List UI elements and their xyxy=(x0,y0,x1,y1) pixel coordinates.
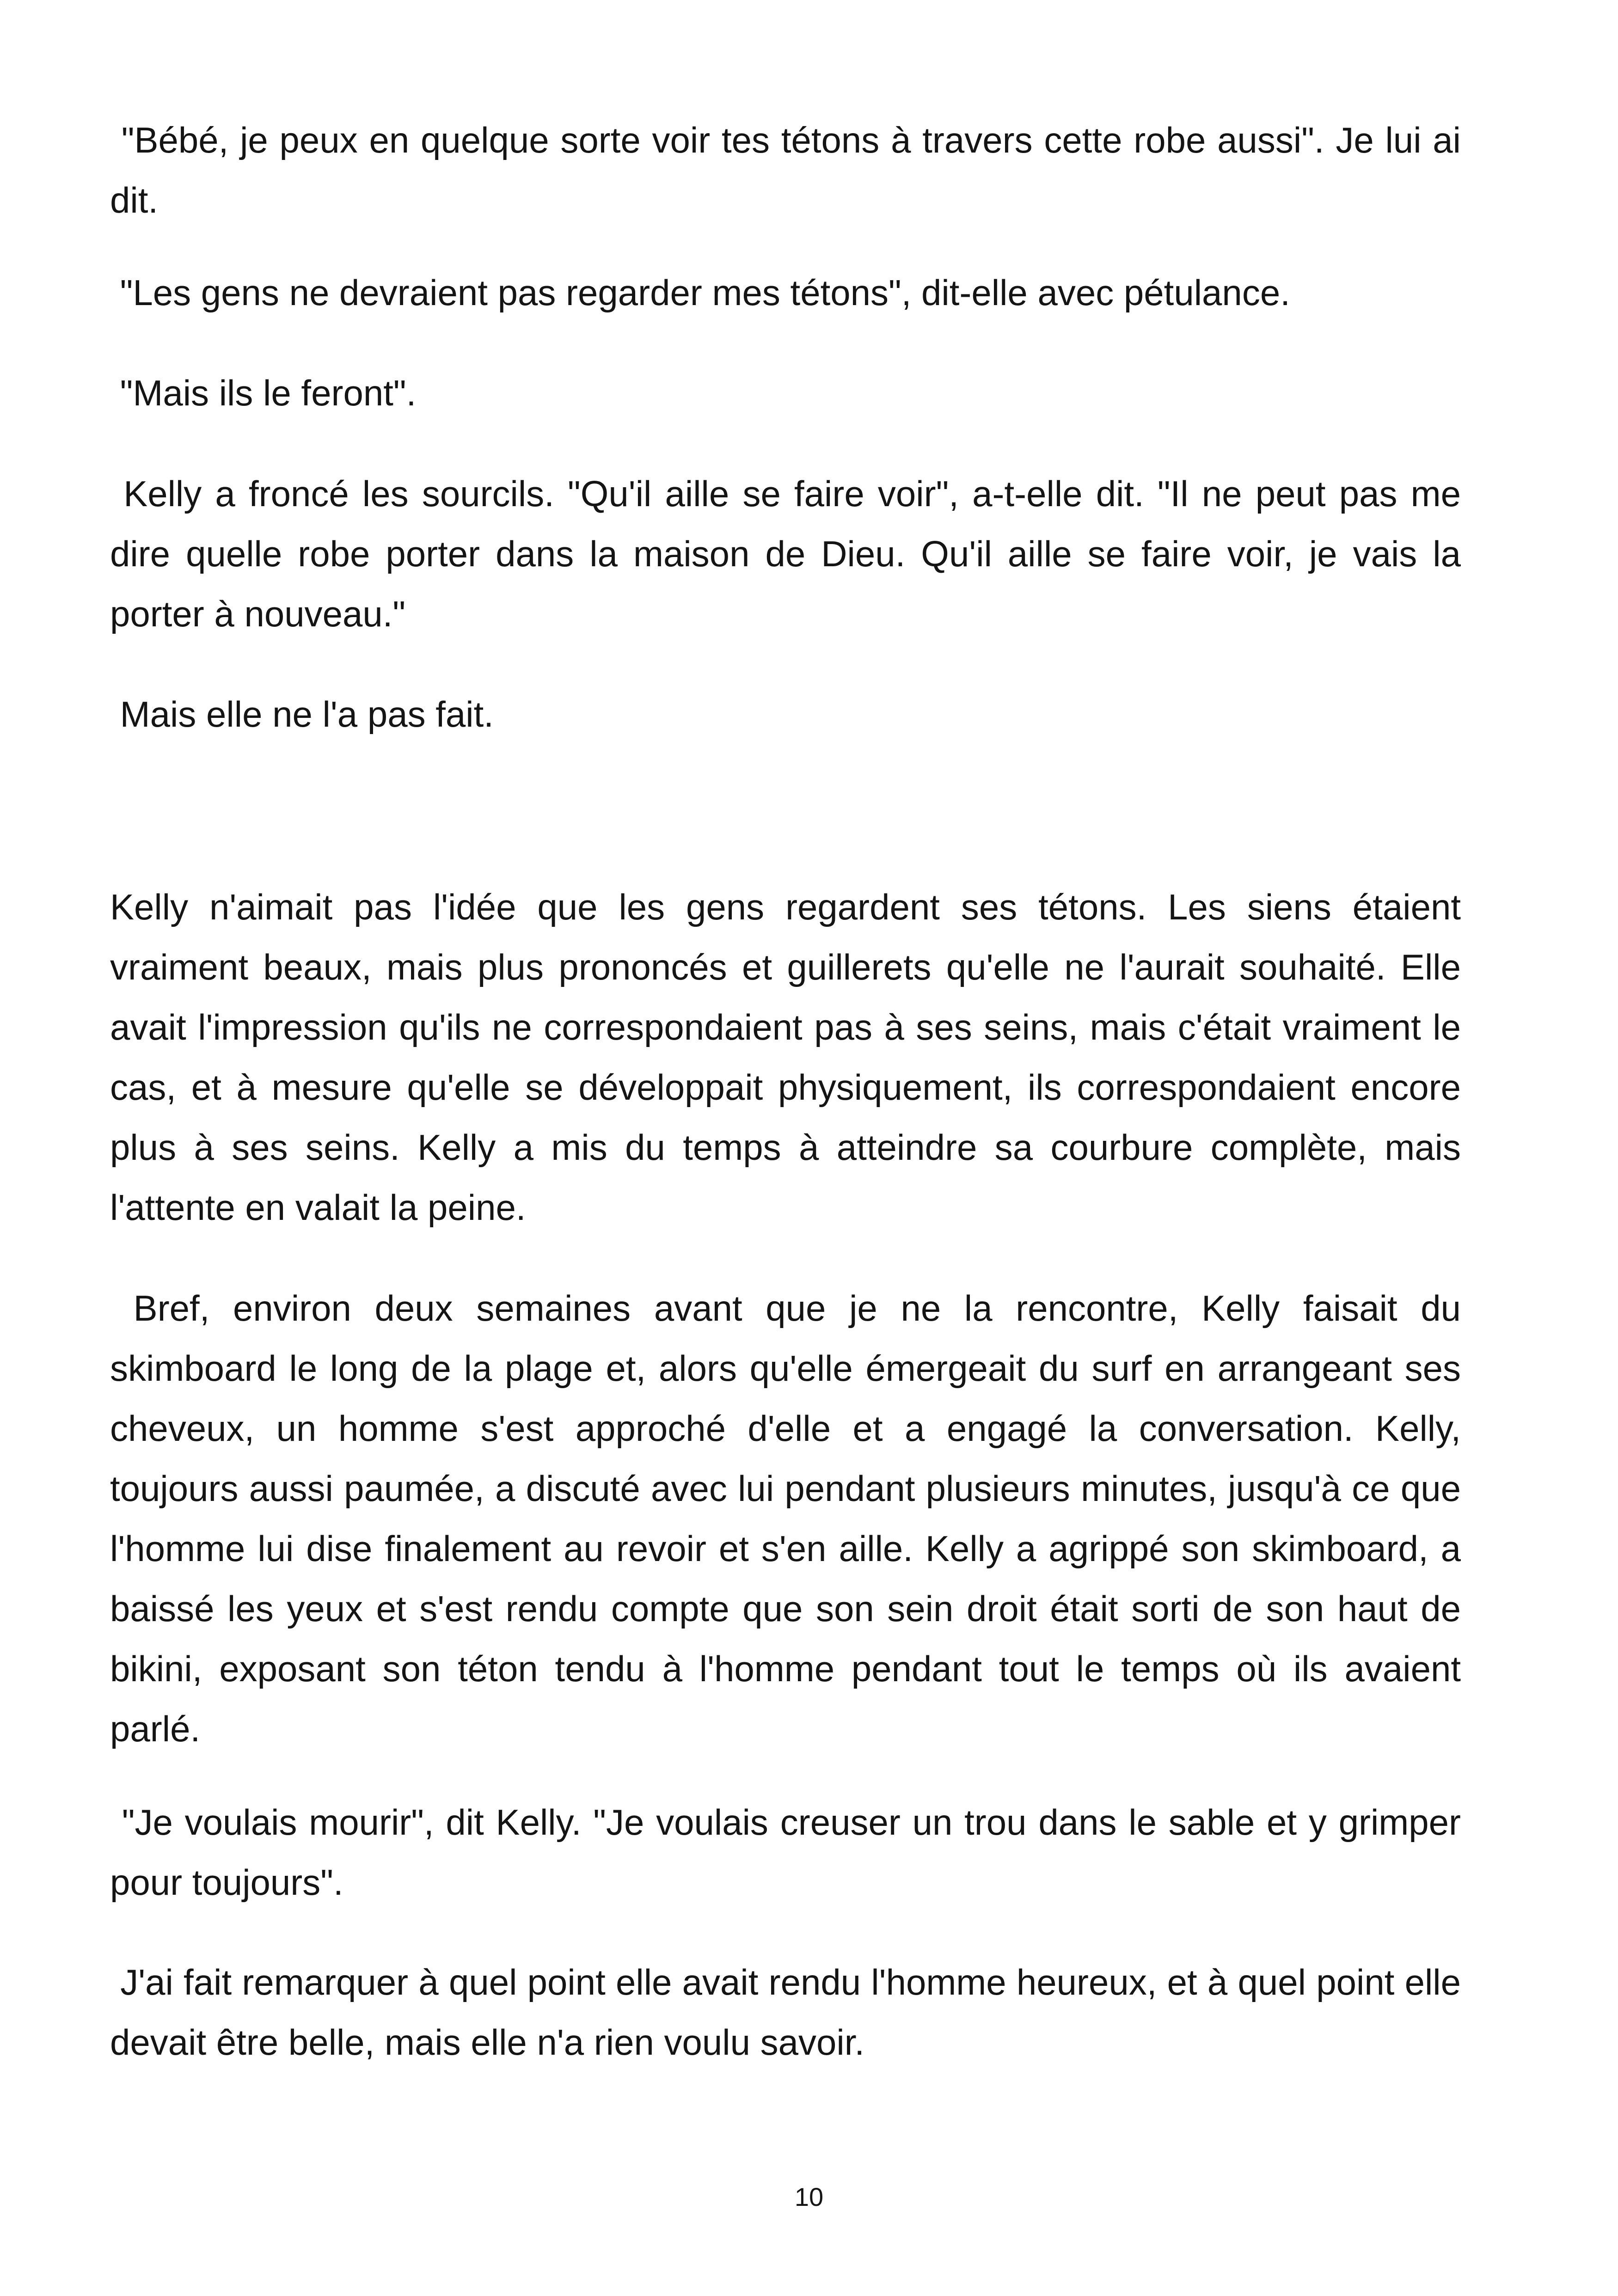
paragraph-text: "Bébé, je peux en quelque sorte voir tes tétons à travers cette robe aussi". Je lui ai dit. xyxy=(110,120,1471,220)
paragraph-9 xyxy=(110,1952,1471,2072)
paragraph-text: "Les gens ne devraient pas regarder mes tétons", dit-elle avec pétulance. xyxy=(110,272,1290,313)
paragraph-text: Bref, environ deux semaines avant que je ne la rencontre, Kelly faisait du skimboard le long de la plage et, alors qu'elle émergeait du surf en arrangeant ses cheveux, un homme s'est approché d'elle et a engagé la conversation. Kelly, toujours aussi paumée, a discuté avec lui pendant plusieurs minutes, jusqu'à ce que l'homme lui dise finalement au revoir et s'en aille. Kelly a agrippé son skimboard, a baissé les yeux et s'est rendu compte que son sein droit était sorti de son haut de bikini, exposant son téton tendu à l'homme pendant tout le temps où ils avaient parlé. xyxy=(110,1288,1471,1749)
page-number: 10 xyxy=(794,2182,824,2211)
paragraph-7 xyxy=(110,1278,1471,1759)
paragraph-text: "Mais ils le feront". xyxy=(110,373,417,413)
paragraph-3 xyxy=(110,363,1461,423)
paragraph-text: Mais elle ne l'a pas fait. xyxy=(110,694,494,735)
paragraph-2 xyxy=(110,263,1461,323)
paragraph-6 xyxy=(110,877,1471,1237)
paragraph-text: Kelly n'aimait pas l'idée que les gens regardent ses tétons. Les siens étaient vraiment beaux, mais plus prononcés et guillerets qu'elle ne l'aurait souhaité. Elle avait l'impression qu'ils ne correspondaient pas à ses seins, mais c'était vraiment le cas, et à mesure qu'elle se développait physiquement, ils correspondaient encore plus à ses seins. Kelly a mis du temps à atteindre sa courbure complète, mais l'attente en valait la peine. xyxy=(110,887,1471,1228)
paragraph-5 xyxy=(110,684,1461,744)
paragraph-1 xyxy=(110,110,1471,230)
paragraph-text: "Je voulais mourir", dit Kelly. "Je voulais creuser un trou dans le sable et y grimper pour toujours". xyxy=(110,1802,1471,1903)
paragraph-text: J'ai fait remarquer à quel point elle avait rendu l'homme heureux, et à quel point elle devait être belle, mais elle n'a rien voulu savoir. xyxy=(110,1962,1471,2063)
paragraph-8 xyxy=(110,1792,1471,1912)
paragraph-text: Kelly a froncé les sourcils. "Qu'il aille se faire voir", a-t-elle dit. "Il ne peut pas me dire quelle robe porter dans la maison de Dieu. Qu'il aille se faire voir, je vais la porter à nouveau." xyxy=(110,473,1471,634)
paragraph-4 xyxy=(110,464,1471,644)
